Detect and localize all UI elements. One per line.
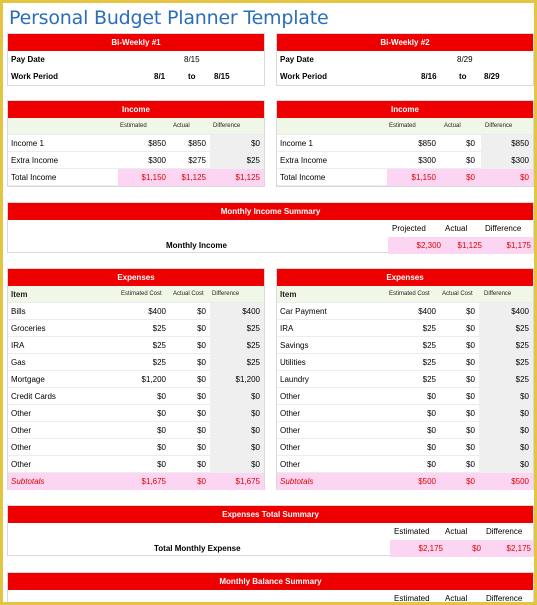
work-period-to-label: to bbox=[459, 72, 467, 81]
monthly-income-projected: $2,300 bbox=[416, 241, 441, 250]
col-estimated: Estimated bbox=[394, 527, 430, 536]
period-panel-2 bbox=[276, 33, 534, 86]
col-actual: Actual bbox=[444, 123, 461, 129]
expense-difference: $1,200 bbox=[235, 375, 260, 384]
expense-difference: $400 bbox=[511, 307, 529, 316]
expense-row bbox=[8, 405, 264, 422]
col-actual: Actual bbox=[173, 123, 190, 129]
expense-row bbox=[277, 337, 533, 354]
expense-item-label: Other bbox=[280, 443, 301, 452]
expenses-panel-1 bbox=[7, 268, 265, 490]
expense-estimated: $0 bbox=[157, 443, 166, 452]
monthly-income-actual: $1,125 bbox=[457, 241, 482, 250]
expense-row bbox=[8, 371, 264, 388]
expense-item-label: Laundry bbox=[280, 375, 309, 384]
expense-row bbox=[8, 388, 264, 405]
col-actual: Actual bbox=[445, 224, 468, 233]
col-estimated: Estimated Cost bbox=[121, 291, 162, 297]
period-header: Bi-Weekly #1 bbox=[8, 34, 264, 51]
expense-difference: $0 bbox=[520, 392, 529, 401]
work-period-to: 8/15 bbox=[214, 72, 230, 81]
col-difference: Difference bbox=[486, 527, 523, 536]
expense-row bbox=[277, 456, 533, 473]
pay-date-value: 8/29 bbox=[457, 55, 473, 64]
work-period-from: 8/1 bbox=[154, 72, 166, 81]
expense-difference: $0 bbox=[520, 443, 529, 452]
period-header: Bi-Weekly #2 bbox=[277, 34, 533, 51]
expense-difference: $25 bbox=[246, 341, 260, 350]
expense-actual: $0 bbox=[197, 426, 206, 435]
expense-item-label: Other bbox=[11, 460, 32, 469]
col-difference: Difference bbox=[212, 291, 240, 297]
expense-estimated: $0 bbox=[427, 443, 436, 452]
expense-difference: $0 bbox=[520, 409, 529, 418]
expense-item-label: Other bbox=[11, 409, 32, 418]
expense-difference: $0 bbox=[520, 460, 529, 469]
pay-date-label: Pay Date bbox=[11, 55, 45, 64]
income-column-headers bbox=[277, 118, 533, 135]
expenses-column-headers bbox=[277, 286, 533, 303]
expense-estimated: $0 bbox=[427, 426, 436, 435]
income-header: Income bbox=[277, 101, 533, 118]
expense-actual: $0 bbox=[466, 392, 475, 401]
expense-actual: $0 bbox=[197, 443, 206, 452]
expense-estimated: $25 bbox=[152, 341, 166, 350]
total-monthly-expense-difference: $2,175 bbox=[506, 544, 531, 553]
expense-item-label: Credit Cards bbox=[11, 392, 56, 401]
period-panel-1 bbox=[7, 33, 265, 86]
expense-estimated: $25 bbox=[422, 324, 436, 333]
balance-summary-header: Monthly Balance Summary bbox=[8, 573, 533, 590]
expense-estimated: $25 bbox=[422, 341, 436, 350]
expense-row bbox=[8, 303, 264, 320]
expense-difference: $25 bbox=[515, 324, 529, 333]
col-actual: Actual Cost bbox=[442, 291, 473, 297]
expense-row bbox=[277, 303, 533, 320]
expense-estimated: $0 bbox=[157, 426, 166, 435]
col-difference: Difference bbox=[485, 123, 513, 129]
income-row: Extra Income $300 $0 $300 bbox=[277, 152, 533, 169]
expense-estimated: $0 bbox=[157, 392, 166, 401]
expense-difference: $25 bbox=[515, 375, 529, 384]
col-difference: Difference bbox=[485, 224, 522, 233]
expense-row bbox=[277, 388, 533, 405]
expense-actual: $0 bbox=[197, 392, 206, 401]
expense-row bbox=[277, 422, 533, 439]
expense-item-label: Other bbox=[11, 443, 32, 452]
monthly-income-label: Monthly Income bbox=[166, 241, 227, 250]
expense-estimated: $1,200 bbox=[141, 375, 166, 384]
expense-actual: $0 bbox=[466, 307, 475, 316]
expenses-header: Expenses bbox=[277, 269, 533, 286]
expense-row bbox=[8, 354, 264, 371]
expense-row bbox=[8, 337, 264, 354]
expense-actual: $0 bbox=[466, 443, 475, 452]
expense-row bbox=[8, 320, 264, 337]
expenses-subtotal-row: Subtotals $1,675 $0 $1,675 bbox=[8, 473, 264, 490]
expense-difference: $0 bbox=[251, 443, 260, 452]
expense-estimated: $25 bbox=[422, 375, 436, 384]
expense-difference: $25 bbox=[246, 358, 260, 367]
expense-actual: $0 bbox=[197, 409, 206, 418]
col-difference: Difference bbox=[213, 123, 241, 129]
expense-estimated: $0 bbox=[157, 409, 166, 418]
income-total-row: Total Income $1,150 $1,125 $1,125 bbox=[8, 169, 264, 186]
col-difference: Difference bbox=[486, 594, 523, 603]
expense-row bbox=[8, 422, 264, 439]
work-period-from: 8/16 bbox=[421, 72, 437, 81]
expense-difference: $0 bbox=[251, 392, 260, 401]
col-estimated: Estimated bbox=[120, 123, 147, 129]
expense-actual: $0 bbox=[197, 341, 206, 350]
income-header: Income bbox=[8, 101, 264, 118]
expense-difference: $0 bbox=[251, 409, 260, 418]
expense-row bbox=[277, 320, 533, 337]
expense-difference: $25 bbox=[515, 358, 529, 367]
expense-item-label: IRA bbox=[11, 341, 25, 350]
expense-difference: $0 bbox=[251, 460, 260, 469]
income-row: Income 1 $850 $0 $850 bbox=[277, 135, 533, 152]
expense-actual: $0 bbox=[197, 375, 206, 384]
expense-item-label: Gas bbox=[11, 358, 26, 367]
expense-actual: $0 bbox=[197, 358, 206, 367]
expense-item-label: Other bbox=[280, 426, 301, 435]
pay-date-label: Pay Date bbox=[280, 55, 314, 64]
expense-item-label: Other bbox=[280, 409, 301, 418]
expense-row bbox=[277, 371, 533, 388]
expense-item-label: IRA bbox=[280, 324, 294, 333]
col-actual: Actual Cost bbox=[173, 291, 204, 297]
expense-difference: $400 bbox=[242, 307, 260, 316]
expense-difference: $0 bbox=[520, 426, 529, 435]
expense-difference: $0 bbox=[251, 426, 260, 435]
expenses-panel-2 bbox=[276, 268, 534, 490]
expense-actual: $0 bbox=[466, 341, 475, 350]
col-actual: Actual bbox=[445, 527, 468, 536]
col-difference: Difference bbox=[484, 291, 512, 297]
income-panel-1 bbox=[7, 100, 265, 187]
income-column-headers bbox=[8, 118, 264, 135]
expense-row bbox=[277, 405, 533, 422]
expense-row bbox=[277, 354, 533, 371]
col-item: Item bbox=[11, 290, 28, 299]
col-projected: Projected bbox=[392, 224, 426, 233]
expense-row bbox=[8, 439, 264, 456]
work-period-label: Work Period bbox=[11, 72, 58, 81]
col-actual: Actual bbox=[445, 594, 468, 603]
expense-actual: $0 bbox=[466, 358, 475, 367]
expense-estimated: $400 bbox=[148, 307, 166, 316]
expenses-summary-header: Expenses Total Summary bbox=[8, 506, 533, 523]
expense-difference: $25 bbox=[246, 324, 260, 333]
expenses-subtotal-row: Subtotals $500 $0 $500 bbox=[277, 473, 533, 490]
income-row: Extra Income $300 $275 $25 bbox=[8, 152, 264, 169]
expense-item-label: Bills bbox=[11, 307, 26, 316]
total-monthly-expense-label: Total Monthly Expense bbox=[154, 544, 241, 553]
expense-actual: $0 bbox=[466, 324, 475, 333]
expense-estimated: $25 bbox=[422, 358, 436, 367]
expense-actual: $0 bbox=[197, 460, 206, 469]
pay-date-value: 8/15 bbox=[184, 55, 200, 64]
expense-actual: $0 bbox=[466, 409, 475, 418]
expense-actual: $0 bbox=[466, 460, 475, 469]
income-total-row: Total Income $1,150 $0 $0 bbox=[277, 169, 533, 186]
work-period-to-label: to bbox=[188, 72, 196, 81]
col-estimated: Estimated bbox=[389, 123, 416, 129]
col-item: Item bbox=[280, 290, 297, 299]
expense-row bbox=[8, 456, 264, 473]
balance-summary-panel bbox=[7, 572, 534, 605]
expense-actual: $0 bbox=[466, 426, 475, 435]
expense-estimated: $25 bbox=[152, 324, 166, 333]
expenses-summary-panel bbox=[7, 505, 534, 556]
total-monthly-expense-estimated: $2,175 bbox=[418, 544, 443, 553]
expense-estimated: $400 bbox=[418, 307, 436, 316]
income-panel-2 bbox=[276, 100, 534, 187]
total-monthly-expense-actual: $0 bbox=[472, 544, 481, 553]
expenses-header: Expenses bbox=[8, 269, 264, 286]
expense-item-label: Other bbox=[11, 426, 32, 435]
expense-item-label: Other bbox=[280, 392, 301, 401]
income-summary-panel bbox=[7, 202, 534, 253]
expense-estimated: $25 bbox=[152, 358, 166, 367]
work-period-to: 8/29 bbox=[484, 72, 500, 81]
expense-actual: $0 bbox=[197, 307, 206, 316]
expense-item-label: Savings bbox=[280, 341, 309, 350]
expense-actual: $0 bbox=[466, 375, 475, 384]
expense-item-label: Groceries bbox=[11, 324, 46, 333]
expense-item-label: Utilities bbox=[280, 358, 306, 367]
income-summary-header: Monthly Income Summary bbox=[8, 203, 533, 220]
expense-item-label: Mortgage bbox=[11, 375, 45, 384]
work-period-label: Work Period bbox=[280, 72, 327, 81]
expense-difference: $25 bbox=[515, 341, 529, 350]
expenses-column-headers bbox=[8, 286, 264, 303]
expense-item-label: Other bbox=[280, 460, 301, 469]
monthly-income-difference: $1,175 bbox=[506, 241, 531, 250]
expense-estimated: $0 bbox=[427, 409, 436, 418]
col-estimated: Estimated Cost bbox=[389, 291, 430, 297]
col-estimated: Estimated bbox=[394, 594, 430, 603]
page-title: Personal Budget Planner Template bbox=[9, 7, 329, 29]
expense-item-label: Car Payment bbox=[280, 307, 327, 316]
expense-estimated: $0 bbox=[427, 392, 436, 401]
expense-estimated: $0 bbox=[427, 460, 436, 469]
expense-estimated: $0 bbox=[157, 460, 166, 469]
expense-row bbox=[277, 439, 533, 456]
income-row: Income 1 $850 $850 $0 bbox=[8, 135, 264, 152]
expense-actual: $0 bbox=[197, 324, 206, 333]
